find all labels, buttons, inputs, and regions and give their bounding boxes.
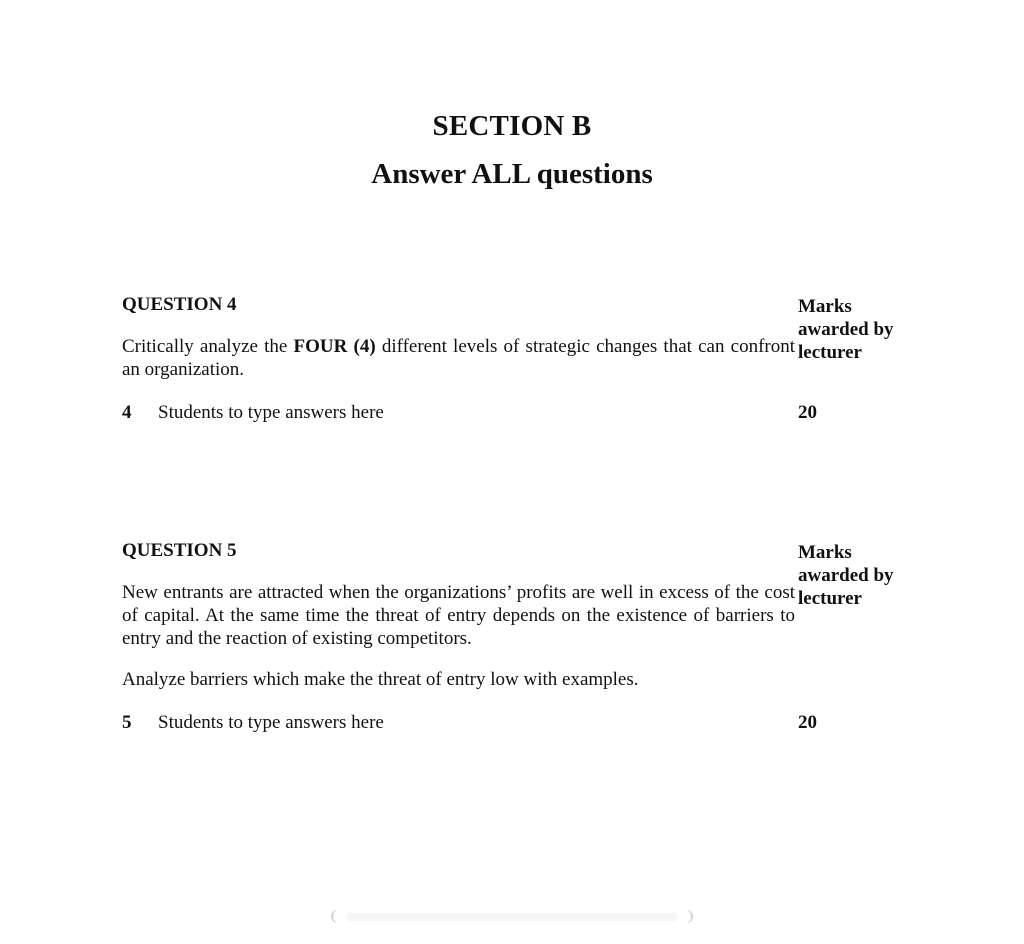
scroll-right-icon[interactable]: ❩ [684,909,696,925]
scroll-left-icon[interactable]: ❨ [328,909,340,925]
question-5-heading: QUESTION 5 [122,540,237,561]
question-4-text-end: different levels of strategic changes that can confront an organization. [122,336,796,380]
question-4-answer-number: 4 [122,402,132,423]
scrollbar-track[interactable] [346,913,678,921]
question-4-marks: 20 [798,402,817,423]
question-4-text-start: Critically analyze the [122,336,294,357]
section-title: SECTION B [432,110,592,142]
section-subtitle: Answer ALL questions [371,158,653,190]
question-5-instruction: Analyze barriers which make the threat of entry low with examples. [122,669,639,690]
question-4-text-emphasis: FOUR (4) [293,336,376,357]
question-4-marks-label: Marks awarded by lecturer [798,296,894,363]
question-5-marks-label: Marks awarded by lecturer [798,542,894,609]
horizontal-scrollbar[interactable] [328,909,696,925]
question-4-heading: QUESTION 4 [122,294,237,315]
question-5-text: New entrants are attracted when the organizations’ profits are well in excess of the cost of capital. At the same time the threat of entry depends on the existence of barriers to entry and the reaction of existing competitors. [122,582,795,649]
question-5-answer-number: 5 [122,712,132,733]
question-4-answer-field[interactable]: Students to type answers here [158,402,384,423]
question-5-answer-field[interactable]: Students to type answers here [158,712,384,733]
question-4-text [122,335,795,381]
question-5-marks: 20 [798,712,817,733]
